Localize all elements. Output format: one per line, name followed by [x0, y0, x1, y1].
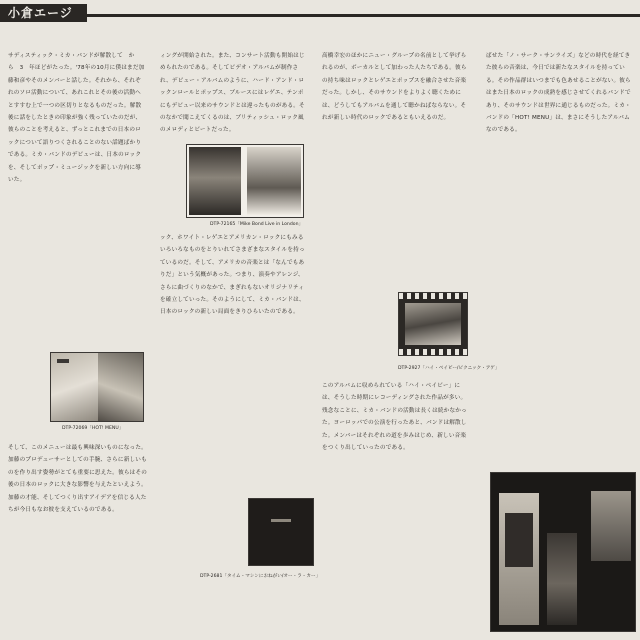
album-cover-mike-bond — [186, 144, 304, 218]
article-column-4 — [486, 50, 634, 137]
header-rule — [0, 14, 640, 17]
article-paragraph: そして、このメニューは最も興味深いものになった。加藤のプロデューサーとしての手腕、さらに新しいものを作り出す姿勢がとても重要に思えた。彼らはその後の日本のロックに大きな影響を与えたといえよう。加藤の才能、そしてつくり出すアイデアを信じる人たちが今日もなお彼を支えているのである。 — [8, 445, 148, 514]
article-paragraph: サディスティック・ミカ・バンドが解散して か ら 3 年ほどがたった。'78年の10月に僕はまだ加藤和彦やそのメンバーと話した。それから、それぞれのソロ活動について、あれこれとその後の活動へとすすむ上で一つの区切りとなるものだった。解散後に話をしたときの印象が強く残っていたのだが、彼らのことを考えると、ずっとこれまでの日本のロックについて語りつくされることのない話題ばかりである。ミカ・バンドのデビューは、日本のロックを、そしてポップ・ミュージックを新しい方向に導いた。 — [8, 53, 145, 184]
article-column-3 — [322, 50, 470, 124]
article-paragraph: 高橋幸宏のほかにニュー・グループの名前として挙げられるのが、ボーカルとして加わった人たちである。彼らの持ち味はロックとレゲエとポップスを融合させた音楽だった。しかし、そのサウンドをよりよく聴くためには、どうしてもアルバムを通して聴かねばならない。それが新しい時代のロックであるともいえるのだ。 — [322, 53, 467, 122]
article-paragraph: ばせた「ノ・サーク・サンライズ」などの時代を経てきた彼らの音楽は、今日では新たなスタイルを持っている。その作品群はいつまでも色あせることがない。彼らはまた日本のロックの成熟を感じさせてくれるバンドであり、そのサウンドは世界に通じるものだった。ミカ・バンドの「HOT! MENU」は、まさにそうしたアルバムなのである。 — [486, 53, 631, 134]
page-title: 小倉エージ — [0, 4, 87, 22]
article-paragraph: ィングが開始された。また、コンサート活動も開始はじめられたのである。そしてビデオ・アルバムが制作され、デビュー・アルバムのように、ハード・アンド・ロックンロールとポップス、ブルースにはレゲエ、テンポにもデビュー以来のサウンドとは違ったものがある。そのなかで聞こえてくるのは、ブリティッシュ・ロック風のメロディとビートだった。 — [160, 53, 305, 134]
article-column-2 — [160, 50, 308, 137]
photo-caption: DTP-2927「ハイ・ベイビー/ピクニック・アゲ」 — [398, 366, 500, 371]
album-cover-high-baby — [398, 292, 468, 356]
photo-caption: DTP-2681「タイム・マシンにおねがい/オー・ラ・カー」 — [200, 574, 321, 579]
article-paragraph: ック、ホワイト・レゲエとアメリカン・ロックにもみるいろいろなものをとりいれてさまざまなスタイルを持っているのだ。そして、アメリカの音楽とは「なんでもありだ」という気概があった。つまり、演奏やアレンジ、さらに曲づくりのなかで、まぎれもないオリジナリティを確立していった。そのようにして、ミカ・バンドは、日本のロックの新しい局面をきりひらいたのである。 — [160, 235, 305, 316]
photo-restaurant — [490, 472, 636, 632]
article-column-2-lower — [160, 232, 308, 319]
article-column-3-lower — [322, 380, 470, 454]
album-cover-dark — [248, 498, 314, 566]
photo-caption: DTP-72069「HOT! MENU」 — [62, 426, 124, 431]
album-cover-hot-menu — [50, 352, 144, 422]
photo-caption: DTP-72165「Mike Bond Live in London」 — [210, 222, 304, 227]
article-column-1 — [8, 50, 146, 186]
article-column-1-lower — [8, 442, 148, 516]
article-paragraph: このアルバムに収められている「ハイ・ベイビー」には、そうした時期にレコーディングされた作品が多い。残念なことに、ミカ・バンドの活動は長くは続かなかった。ヨーロッパでの公演を行ったあと、バンドは解散した。メンバーはそれぞれの道を歩みはじめ、新しい音楽をつくり出していったのである。 — [322, 383, 467, 452]
